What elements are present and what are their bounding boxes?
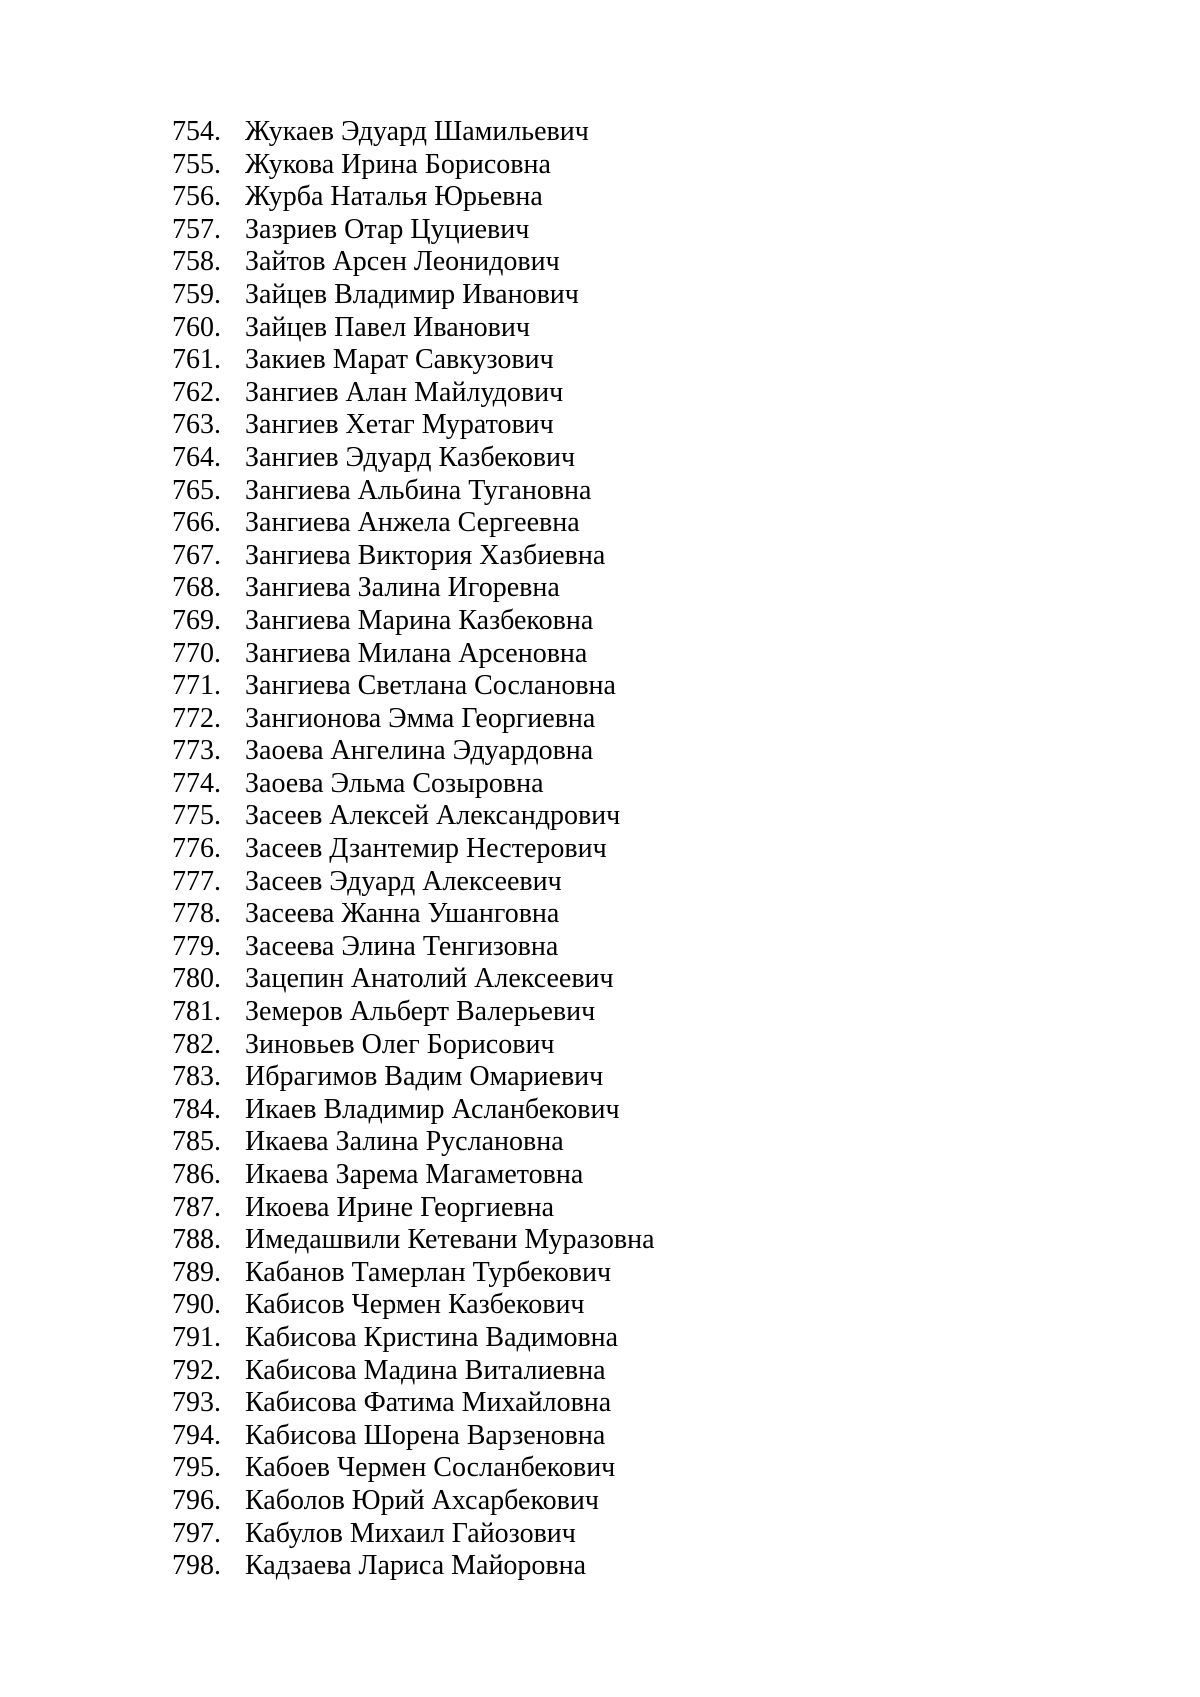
list-item-number: 768. <box>172 572 221 604</box>
list-item-name: Кабисова Шорена Варзеновна <box>245 1419 606 1451</box>
list-item-number: 766. <box>172 507 221 539</box>
list-item <box>172 279 655 312</box>
list-item-name: Кабисова Кристина Вадимовна <box>245 1321 619 1353</box>
list-item-name: Зангиева Милана Арсеновна <box>245 637 588 669</box>
list-item-number: 794. <box>172 1419 221 1451</box>
list-item-name: Зайтов Арсен Леонидович <box>245 246 560 278</box>
list-item-name: Каболов Юрий Ахсарбекович <box>245 1484 599 1516</box>
list-item <box>172 866 655 899</box>
list-item-number: 775. <box>172 800 221 832</box>
list-item-number: 798. <box>172 1550 221 1582</box>
list-item-number: 757. <box>172 213 221 245</box>
list-item-name: Кабисова Мадина Виталиевна <box>245 1354 606 1386</box>
list-item-number: 784. <box>172 1093 221 1125</box>
list-item <box>172 1094 655 1127</box>
list-item-name: Кадзаева Лариса Майоровна <box>245 1550 587 1582</box>
list-item <box>172 1192 655 1225</box>
list-item <box>172 800 655 833</box>
list-item <box>172 1061 655 1094</box>
list-item-name: Зангиев Хетаг Муратович <box>245 409 554 441</box>
list-item <box>172 1289 655 1322</box>
list-item-number: 780. <box>172 963 221 995</box>
list-item-number: 779. <box>172 930 221 962</box>
list-item <box>172 507 655 540</box>
list-item-name: Зангиева Марина Казбековна <box>245 604 594 636</box>
list-item-name: Зацепин Анатолий Алексеевич <box>245 963 614 995</box>
list-item-number: 770. <box>172 637 221 669</box>
list-item-name: Икаев Владимир Асланбекович <box>245 1093 620 1125</box>
list-item-name: Икаева Зарема Магаметовна <box>245 1159 584 1190</box>
list-item <box>172 116 655 149</box>
list-item-name: Засеев Алексей Александрович <box>245 800 621 832</box>
list-item <box>172 1518 655 1551</box>
list-item <box>172 1322 655 1355</box>
list-item <box>172 181 655 214</box>
list-item <box>172 1355 655 1388</box>
list-item-name: Кабисова Фатима Михайловна <box>245 1387 612 1419</box>
list-item <box>172 638 655 671</box>
list-item-name: Жукаев Эдуард Шамильевич <box>245 116 589 147</box>
list-item-number: 782. <box>172 1028 221 1060</box>
list-item-name: Заоева Эльма Созыровна <box>245 767 544 799</box>
list-item-name: Зангиев Эдуард Казбекович <box>245 441 576 473</box>
list-item <box>172 1224 655 1257</box>
list-item-name: Ибрагимов Вадим Омариевич <box>245 1061 604 1093</box>
list-item-number: 760. <box>172 311 221 343</box>
list-item-name: Кабанов Тамерлан Турбекович <box>245 1256 612 1288</box>
list-item-name: Кабоев Чермен Сосланбекович <box>245 1452 616 1484</box>
list-item-name: Засеев Дзантемир Нестерович <box>245 833 607 865</box>
list-item-name: Зайцев Павел Иванович <box>245 311 530 343</box>
list-item <box>172 214 655 247</box>
name-list <box>172 116 655 1583</box>
list-item-name: Икоева Ирине Георгиевна <box>245 1191 555 1223</box>
list-item-number: 754. <box>172 116 221 147</box>
list-item-number: 797. <box>172 1517 221 1549</box>
list-item <box>172 1126 655 1159</box>
list-item <box>172 1257 655 1290</box>
list-item-name: Имедашвили Кетевани Муразовна <box>245 1224 655 1256</box>
list-item-name: Кабисов Чермен Казбекович <box>245 1289 585 1321</box>
list-item-number: 772. <box>172 702 221 734</box>
list-item-number: 777. <box>172 865 221 897</box>
list-item <box>172 963 655 996</box>
list-item-number: 778. <box>172 898 221 930</box>
list-item-number: 769. <box>172 604 221 636</box>
list-item <box>172 1485 655 1518</box>
list-item <box>172 409 655 442</box>
list-item-number: 787. <box>172 1191 221 1223</box>
list-item-number: 761. <box>172 344 221 376</box>
list-item-name: Зангиева Залина Игоревна <box>245 572 560 604</box>
list-item-name: Зангиева Светлана Сослановна <box>245 670 616 702</box>
list-item-number: 767. <box>172 539 221 571</box>
list-item <box>172 1387 655 1420</box>
list-item-number: 792. <box>172 1354 221 1386</box>
list-item-number: 762. <box>172 376 221 408</box>
list-item-name: Засеева Жанна Ушанговна <box>245 898 560 930</box>
list-item <box>172 996 655 1029</box>
list-item <box>172 344 655 377</box>
list-item <box>172 442 655 475</box>
list-item <box>172 670 655 703</box>
list-item <box>172 898 655 931</box>
list-item <box>172 246 655 279</box>
list-item <box>172 605 655 638</box>
list-item <box>172 149 655 182</box>
list-item-name: Зазриев Отар Цуциевич <box>245 213 530 245</box>
list-item-number: 785. <box>172 1126 221 1158</box>
list-item <box>172 572 655 605</box>
list-item <box>172 1550 655 1583</box>
list-item-number: 790. <box>172 1289 221 1321</box>
list-item-number: 773. <box>172 735 221 767</box>
list-item-name: Зангиева Анжела Сергеевна <box>245 507 580 539</box>
list-item-number: 765. <box>172 474 221 506</box>
list-item <box>172 703 655 736</box>
list-item-name: Засеев Эдуард Алексеевич <box>245 865 562 897</box>
list-item-name: Зангиева Виктория Хазбиевна <box>245 539 606 571</box>
list-item-number: 759. <box>172 278 221 310</box>
list-item-number: 755. <box>172 148 221 180</box>
list-item <box>172 1452 655 1485</box>
list-item-number: 756. <box>172 181 221 213</box>
list-item-number: 758. <box>172 246 221 278</box>
list-item-name: Зангиев Алан Майлудович <box>245 376 564 408</box>
list-item-name: Зайцев Владимир Иванович <box>245 278 579 310</box>
list-item <box>172 931 655 964</box>
list-item-number: 795. <box>172 1452 221 1484</box>
list-item-number: 793. <box>172 1387 221 1419</box>
list-item-name: Земеров Альберт Валерьевич <box>245 996 596 1028</box>
list-item <box>172 377 655 410</box>
list-item-number: 789. <box>172 1256 221 1288</box>
list-item-name: Журба Наталья Юрьевна <box>245 181 543 213</box>
list-item <box>172 312 655 345</box>
list-item-number: 783. <box>172 1061 221 1093</box>
list-item-number: 788. <box>172 1224 221 1256</box>
list-item-number: 771. <box>172 670 221 702</box>
list-item-number: 776. <box>172 833 221 865</box>
list-item <box>172 1159 655 1192</box>
list-item-name: Жукова Ирина Борисовна <box>245 148 551 180</box>
list-item-number: 791. <box>172 1321 221 1353</box>
list-item-name: Кабулов Михаил Гайозович <box>245 1517 576 1549</box>
list-item-number: 786. <box>172 1159 221 1190</box>
list-item-name: Зангиева Альбина Тугановна <box>245 474 592 506</box>
list-item-name: Заоева Ангелина Эдуардовна <box>245 735 594 767</box>
list-item-number: 763. <box>172 409 221 441</box>
list-item-number: 781. <box>172 996 221 1028</box>
list-item-name: Зангионова Эмма Георгиевна <box>245 702 596 734</box>
list-item-name: Закиев Марат Савкузович <box>245 344 554 376</box>
list-item-name: Зиновьев Олег Борисович <box>245 1028 555 1060</box>
list-item-number: 796. <box>172 1484 221 1516</box>
list-item <box>172 540 655 573</box>
list-item-name: Засеева Элина Тенгизовна <box>245 930 559 962</box>
list-item <box>172 735 655 768</box>
list-item <box>172 1029 655 1062</box>
list-item <box>172 833 655 866</box>
list-item <box>172 768 655 801</box>
list-item-number: 764. <box>172 441 221 473</box>
list-item <box>172 1420 655 1453</box>
list-item-number: 774. <box>172 767 221 799</box>
list-item-name: Икаева Залина Руслановна <box>245 1126 564 1158</box>
list-item <box>172 475 655 508</box>
